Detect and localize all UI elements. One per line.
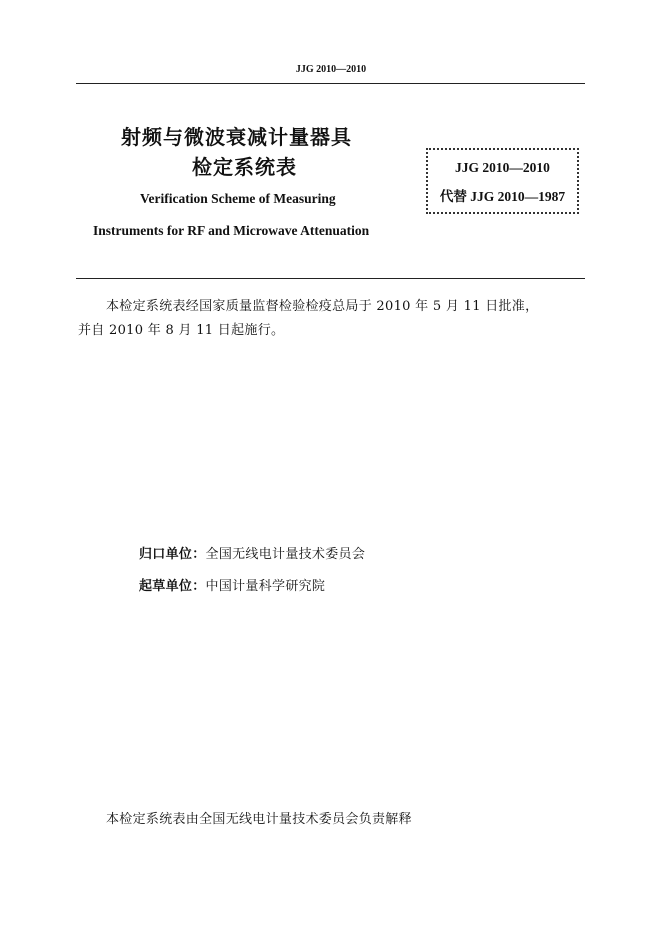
standard-code-box: [426, 148, 579, 214]
approval-line2: 并自 2010 年 8 月 11 日起施行。: [78, 323, 285, 338]
drafting-unit: [139, 575, 325, 594]
title-en-line1: Verification Scheme of Measuring: [140, 191, 336, 206]
title-en-line2: Instruments for RF and Microwave Attenuation: [93, 223, 370, 238]
title-cn-line2: 检定系统表: [192, 155, 297, 179]
title-cn-line1: 射频与微波衰减计量器具: [121, 125, 352, 149]
standard-code: JJG 2010—2010: [455, 160, 550, 175]
drafting-unit-label: 起草单位：: [139, 579, 206, 594]
top-divider: [76, 83, 585, 84]
replaces-code: 代替 JJG 2010—1987: [439, 189, 566, 204]
responsible-unit: [139, 543, 365, 562]
drafting-unit-value: 中国计量科学研究院: [205, 579, 326, 594]
approval-line1: 本检定系统表经国家质量监督检验检疫总局于 2010 年 5 月 11 日批准，: [106, 299, 539, 314]
responsible-unit-label: 归口单位：: [139, 547, 206, 562]
standard-code-header: JJG 2010—2010: [295, 64, 367, 75]
responsible-unit-value: 全国无线电计量技术委员会: [205, 547, 366, 562]
bottom-divider: [76, 278, 585, 279]
interpretation-note: 本检定系统表由全国无线电计量技术委员会负责解释: [106, 812, 412, 827]
